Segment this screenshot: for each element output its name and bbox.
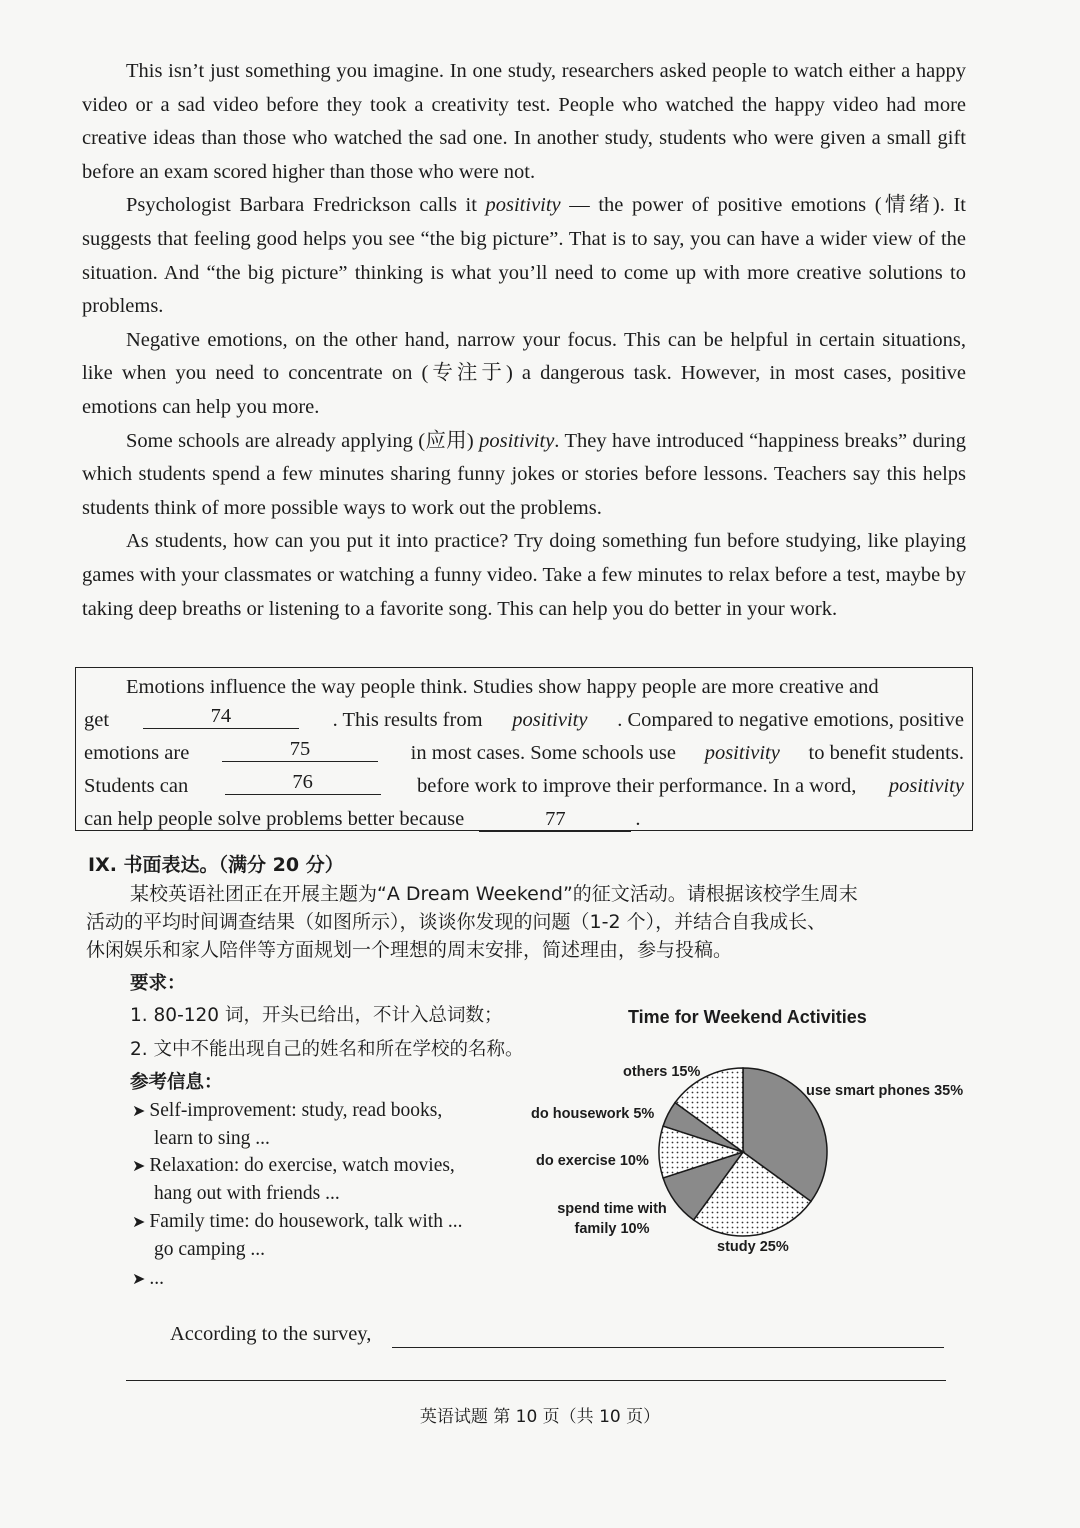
summary-line-3: emotions are 75 in most cases. Some schools use positivity to benefit students. (84, 738, 964, 764)
passage-paragraph-2: Psychologist Barbara Fredrickson calls it positivity — the power of positive emotions (情绪). It suggests that feeling good helps you see “the big picture”. That is to say, you can have a wider view of the situation. And “the big picture” thinking is what you’ll need to come up with more creative solutions to problems. (82, 194, 966, 318)
pie-label-others: others 15% (623, 1064, 701, 1080)
writing-line-1[interactable] (392, 1347, 944, 1348)
pie-label-housework: do housework 5% (531, 1106, 655, 1122)
page-footer: 英语试题 第 10 页（共 10 页） (419, 1407, 661, 1427)
arrow-bullet-icon: ➤ (132, 1101, 146, 1120)
task-intro-line-2: 活动的平均时间调查结果（如图所示），谈谈你发现的问题（1-2 个），并结合自我成长、 (86, 911, 827, 933)
pie-label-family: spend time with family 10% (557, 1201, 667, 1237)
section-heading: IX. 书面表达。（满分 20 分） (88, 854, 344, 876)
blank-77[interactable]: 77 (479, 807, 631, 832)
reference-item-1: ➤ Self-improvement: study, read books, learn to sing ... (132, 1100, 443, 1149)
chart-title: Time for Weekend Activities (628, 1007, 867, 1027)
arrow-bullet-icon: ➤ (132, 1212, 146, 1231)
reference-item-3: ➤ Family time: do housework, talk with ... go camping ... (132, 1211, 463, 1260)
reference-title: 参考信息： (130, 1072, 223, 1093)
writing-line-2[interactable] (126, 1380, 946, 1381)
blank-76[interactable]: 76 (225, 770, 381, 795)
blank-75[interactable]: 75 (222, 737, 378, 762)
pie-label-exercise: do exercise 10% (536, 1153, 649, 1169)
reference-item-2: ➤ Relaxation: do exercise, watch movies, hang out with friends ... (132, 1155, 455, 1204)
reference-item-4: ➤ ... (132, 1268, 165, 1289)
passage-paragraph-3: Negative emotions, on the other hand, narrow your focus. This can be helpful in certain situations, like when you need to concentrate on (专注于) a dangerous task. However, in most cases, positive emotions can help you more. (82, 328, 966, 418)
passage-paragraph-1: This isn’t just something you imagine. In one study, researchers asked people to watch either a happy video or a sad video before they took a creativity test. People who watched the happy video had more creative ideas than those who watched the sad one. In another study, students who were given a small gift before an exam scored higher than those who were not. (82, 60, 966, 183)
requirements-title: 要求： (130, 973, 186, 994)
pie-label-study: study 25% (717, 1239, 789, 1255)
requirement-1: 1. 80-120 词，开头已给出，不计入总词数； (130, 1005, 503, 1026)
arrow-bullet-icon: ➤ (132, 1156, 146, 1175)
passage-paragraph-5: As students, how can you put it into practice? Try doing something fun before studying, like playing games with your classmates or watching a funny video. Take a few minutes to relax before a test, maybe by taking deep breaths or listening to a favorite song. This can help you do better in your work. (82, 530, 966, 620)
summary-line-1: Emotions influence the way people think. Studies show happy people are more creative and (126, 676, 879, 698)
pie-label-smart-phones: use smart phones 35% (806, 1083, 964, 1099)
arrow-bullet-icon: ➤ (132, 1269, 146, 1288)
blank-74[interactable]: 74 (143, 704, 299, 729)
writing-start: According to the survey, (170, 1323, 372, 1345)
summary-line-5: can help people solve problems better because 77 . (84, 808, 641, 830)
summary-line-2: get 74 . This results from positivity . Compared to negative emotions, positive (84, 705, 964, 731)
requirement-2: 2. 文中不能出现自己的姓名和所在学校的名称。 (130, 1039, 524, 1060)
task-intro-line-3: 休闲娱乐和家人陪伴等方面规划一个理想的周末安排，简述理由，参与投稿。 (86, 939, 733, 961)
task-intro-line-1: 某校英语社团正在开展主题为“A Dream Weekend”的征文活动。请根据该校学生周末 (130, 883, 858, 905)
passage-paragraph-4: Some schools are already applying (应用) positivity. They have introduced “happiness breaks” during which students spend a few minutes sharing funny jokes or stories before lessons. Teachers say this helps students think of more possible ways to work out the problems. (82, 429, 966, 519)
summary-line-4: Students can 76 before work to improve their performance. In a word, positivity (84, 771, 964, 797)
